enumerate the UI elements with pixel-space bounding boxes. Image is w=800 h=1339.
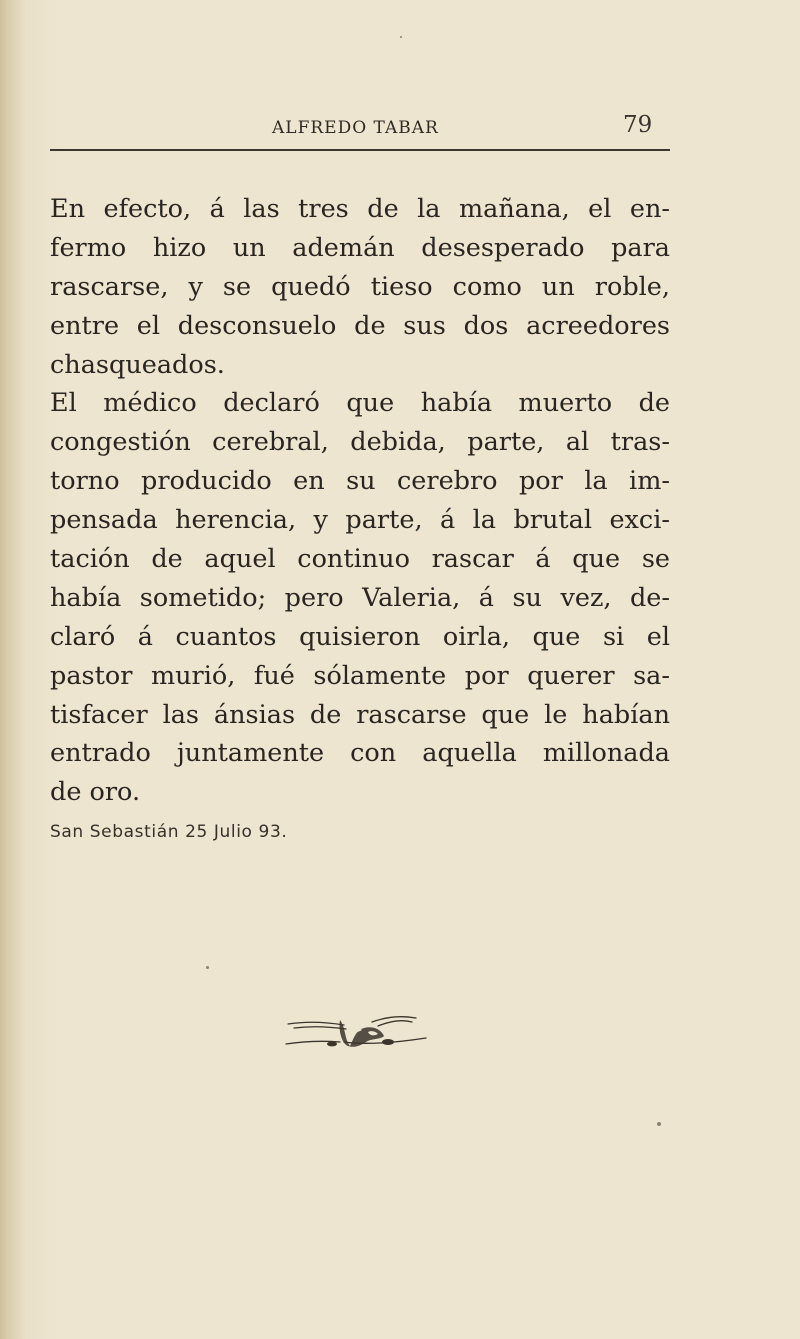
text-line: El médico declaró que había muerto de [50,388,670,419]
paper-speck [400,36,402,38]
text-line: tación de aquel continuo rascar á que se [50,544,670,575]
text-line: tisfacer las ánsias de rascarse que le habían [50,699,670,730]
text-line: torno producido en su cerebro por la im- [50,466,670,497]
text-line: En efecto, á las tres de la mañana, el en- [50,194,670,224]
text-line: pastor murió, fué sólamente por querer sa- [50,660,670,691]
text-line: pensada herencia, y parte, á la brutal exci- [50,505,670,536]
decorative-flourish-icon [284,1008,430,1052]
text-line: fermo hizo un ademán desesperado para [50,232,670,263]
text-line: congestión cerebral, debida, parte, al tras- [50,427,670,458]
text-line: chasqueados. [50,349,225,380]
header-rule [50,149,670,151]
text-line: rascarse, y se quedó tieso como un roble, [50,271,670,302]
text-line: entre el desconsuelo de sus dos acreedores [50,310,670,341]
paper-speck [657,1122,661,1126]
body-text [50,190,670,812]
page-header [50,112,670,152]
paper-speck [206,966,209,969]
place-date-signature: San Sebastián 25 Julio 93. [50,822,288,842]
text-line: entrado juntamente con aquella millonada [50,738,670,769]
running-head: ALFREDO TABAR [272,118,439,138]
text-line: de oro. [50,777,141,808]
page-number: 79 [623,112,653,138]
text-line: claró á cuantos quisieron oirla, que si el [50,621,670,652]
text-line: había sometido; pero Valeria, á su vez, de- [50,582,670,613]
